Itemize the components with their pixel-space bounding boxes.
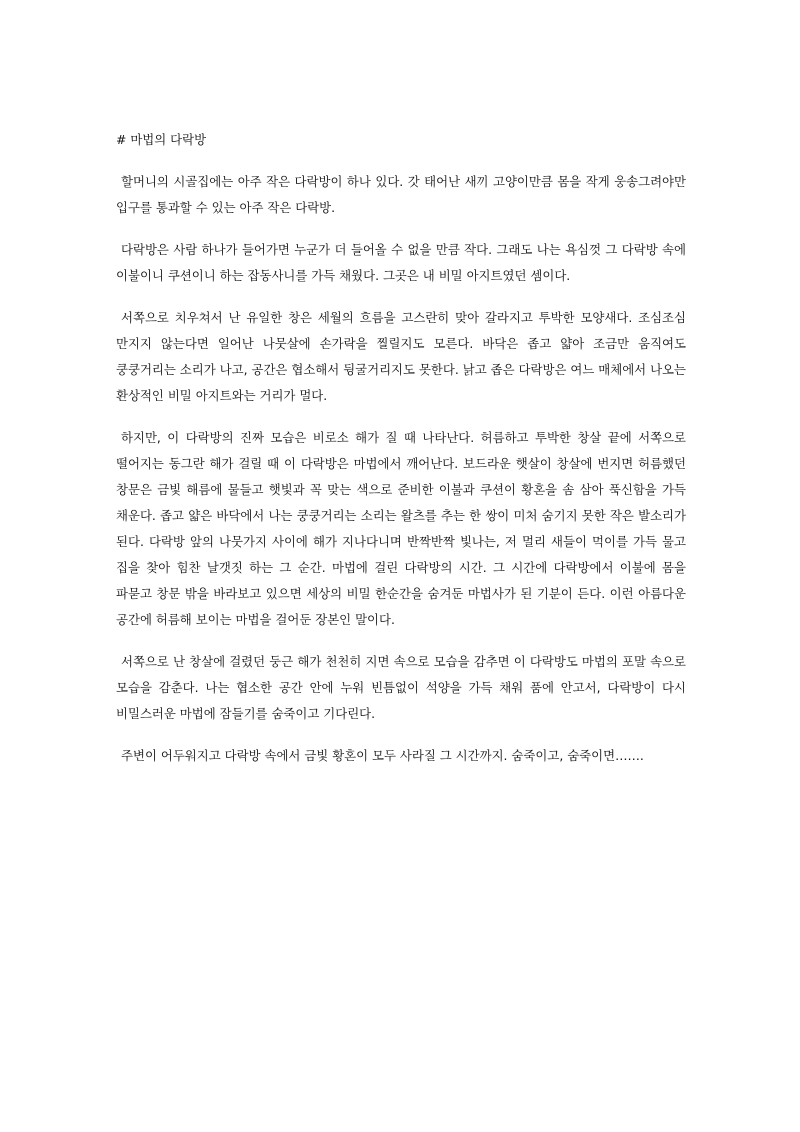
- spacer: [116, 409, 686, 425]
- paragraph-5: 서쪽으로 난 창살에 걸렸던 둥근 해가 천천히 지면 속으로 모습을 감추면 이 다락방도 마법의 포말 속으로 모습을 감춘다. 나는 협소한 공간 안에 누워 빈틈없이 석양을 가득 채워 품에 안고서, 다락방이 다시 비밀스러운 마법에 잠들기를 숨죽이고 기다린다.: [116, 654, 686, 721]
- spacer: [116, 289, 686, 305]
- spacer: [116, 153, 686, 169]
- paragraph-1: 할머니의 시골집에는 아주 작은 다락방이 하나 있다. 갓 태어난 새끼 고양이만큼 몸을 작게 웅송그려야만 입구를 통과할 수 있는 아주 작은 다락방.: [116, 174, 686, 215]
- spacer: [116, 727, 686, 743]
- document-heading: # 마법의 다락방: [116, 132, 207, 147]
- paragraph-4: 하지만, 이 다락방의 진짜 모습은 비로소 해가 질 때 나타난다. 허름하고 투박한 창살 끝에 서쪽으로 떨어지는 동그란 해가 걸릴 때 이 다락방은 마법에서 깨어난다. 보드라운 햇살이 창살에 번지면 허름했던 창문은 금빛 해름에 물들고 햇빛과 꼭 맞는 색으로 준비한 이불과 쿠션이 황혼을 솜 삼아 푹신함을 가득 채운다. 좁고 얇은 바닥에서 나는 쿵쿵거리는 소리는 왈츠를 추는 한 쌍이 미처 숨기지 못한 작은 발소리가 된다. 다락방 앞의 나뭇가지 사이에 해가 지나다니며 반짝반짝 빛나는, 저 멀리 새들이 먹이를 가득 물고 집을 찾아 힘찬 날갯짓 하는 그 순간. 마법에 걸린 다락방의 시간. 그 시간에 다락방에서 이불에 몸을 파묻고 창문 밖을 바라보고 있으면 세상의 비밀 한순간을 숨겨둔 마법사가 된 기분이 든다. 이런 아름다운 공간에 허름해 보이는 마법을 걸어둔 장본인 말이다.: [116, 430, 686, 627]
- document-body: [116, 127, 686, 769]
- paragraph-2: 다락방은 사람 하나가 들어가면 누군가 더 들어올 수 없을 만큼 작다. 그래도 나는 욕심껏 그 다락방 속에 이불이니 쿠션이니 하는 잡동사니를 가득 채웠다. 그곳은 내 비밀 아지트였던 셈이다.: [116, 242, 686, 283]
- paragraph-3: 서쪽으로 치우쳐서 난 유일한 창은 세월의 흐름을 고스란히 맞아 갈라지고 투박한 모양새다. 조심조심 만지지 않는다면 일어난 나뭇살에 손가락을 찔릴지도 모른다. 바닥은 좁고 얇아 조금만 움직여도 쿵쿵거리는 소리가 나고, 공간은 협소해서 뒹굴거리지도 못한다. 낡고 좁은 다락방은 여느 매체에서 나오는 환상적인 비밀 아지트와는 거리가 멀다.: [116, 310, 686, 403]
- spacer: [116, 633, 686, 649]
- spacer: [116, 221, 686, 237]
- paragraph-6: 주변이 어두워지고 다락방 속에서 금빛 황혼이 모두 사라질 그 시간까지. 숨죽이고, 숨죽이면…….: [121, 748, 644, 763]
